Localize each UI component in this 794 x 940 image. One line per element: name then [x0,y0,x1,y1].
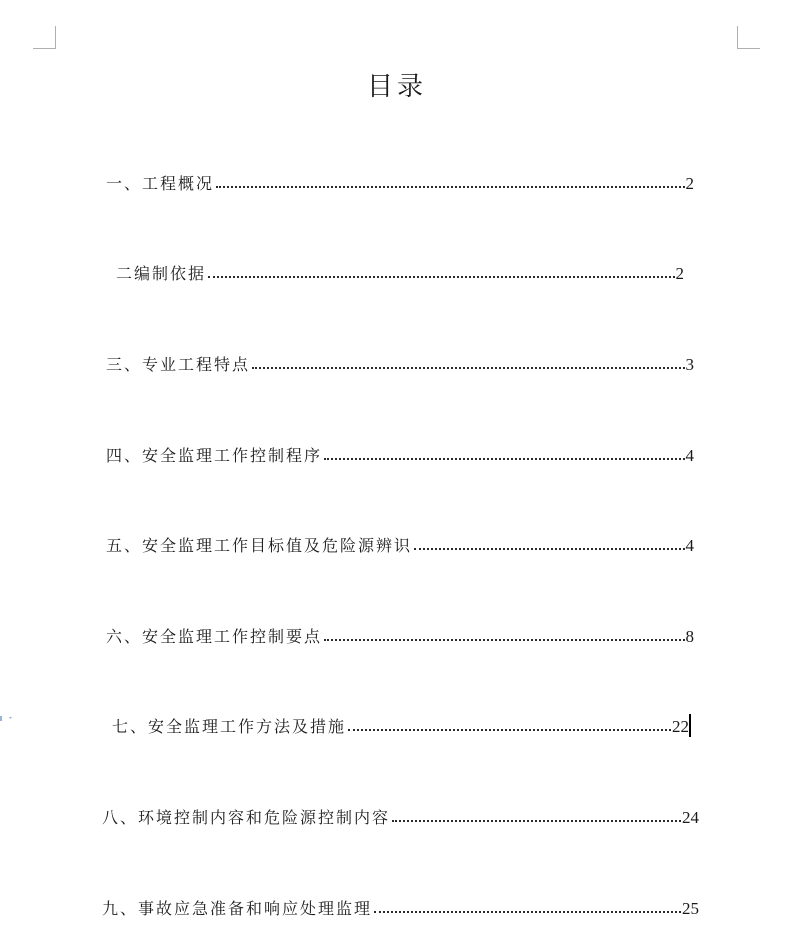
toc-entry-8[interactable] [102,805,699,829]
toc-page-number: 2 [685,174,694,193]
toc-entry-9[interactable] [102,896,699,920]
toc-page-number: 3 [685,355,694,374]
toc-dot-leader [392,820,681,822]
toc-page-number: 4 [685,446,694,465]
toc-entry-label: 七、安全监理工作方法及措施 [112,717,347,736]
page-title: 目录 [366,72,427,102]
toc-page-number: 25 [682,899,699,918]
toc-dot-leader [252,367,684,369]
toc-dot-leader [208,276,674,278]
toc-entry-label: 四、安全监理工作控制程序 [106,446,323,465]
toc-entry-label: 八、环境控制内容和危险源控制内容 [102,808,391,827]
page-corner-mark-top-left [33,26,56,49]
toc-entry-label: 二编制依据 [116,264,207,283]
toc-page-number: 4 [685,536,694,555]
toc-entry-4[interactable] [106,443,694,467]
page-corner-mark-top-right [737,26,760,49]
toc-dot-leader [414,548,684,550]
toc-page-number: 24 [682,808,699,827]
text-cursor [689,714,691,737]
toc-page-number: 2 [675,264,684,283]
toc-entry-label: 五、安全监理工作目标值及危险源辨识 [106,536,413,555]
toc-page-number: 22 [672,717,689,736]
toc-entry-5[interactable] [106,533,694,557]
toc-entry-label: 九、事故应急准备和响应处理监理 [102,899,373,918]
toc-dot-leader [324,458,684,460]
toc-entry-label: 六、安全监理工作控制要点 [106,627,323,646]
toc-entry-7[interactable] [112,714,689,738]
toc-entry-2[interactable] [116,261,684,285]
toc-entry-label: 三、专业工程特点 [106,355,251,374]
toc-dot-leader [216,186,684,188]
toc-entry-3[interactable] [106,352,694,376]
toc-dot-leader [374,911,681,913]
toc-entry-label: 一、工程概况 [106,174,215,193]
toc-page-number: 8 [685,627,694,646]
toc-entry-1[interactable] [106,171,694,195]
toc-dot-leader [324,639,684,641]
toc-dot-leader [348,729,671,731]
toc-entry-6[interactable] [106,624,694,648]
paragraph-mark-icon [0,714,14,724]
